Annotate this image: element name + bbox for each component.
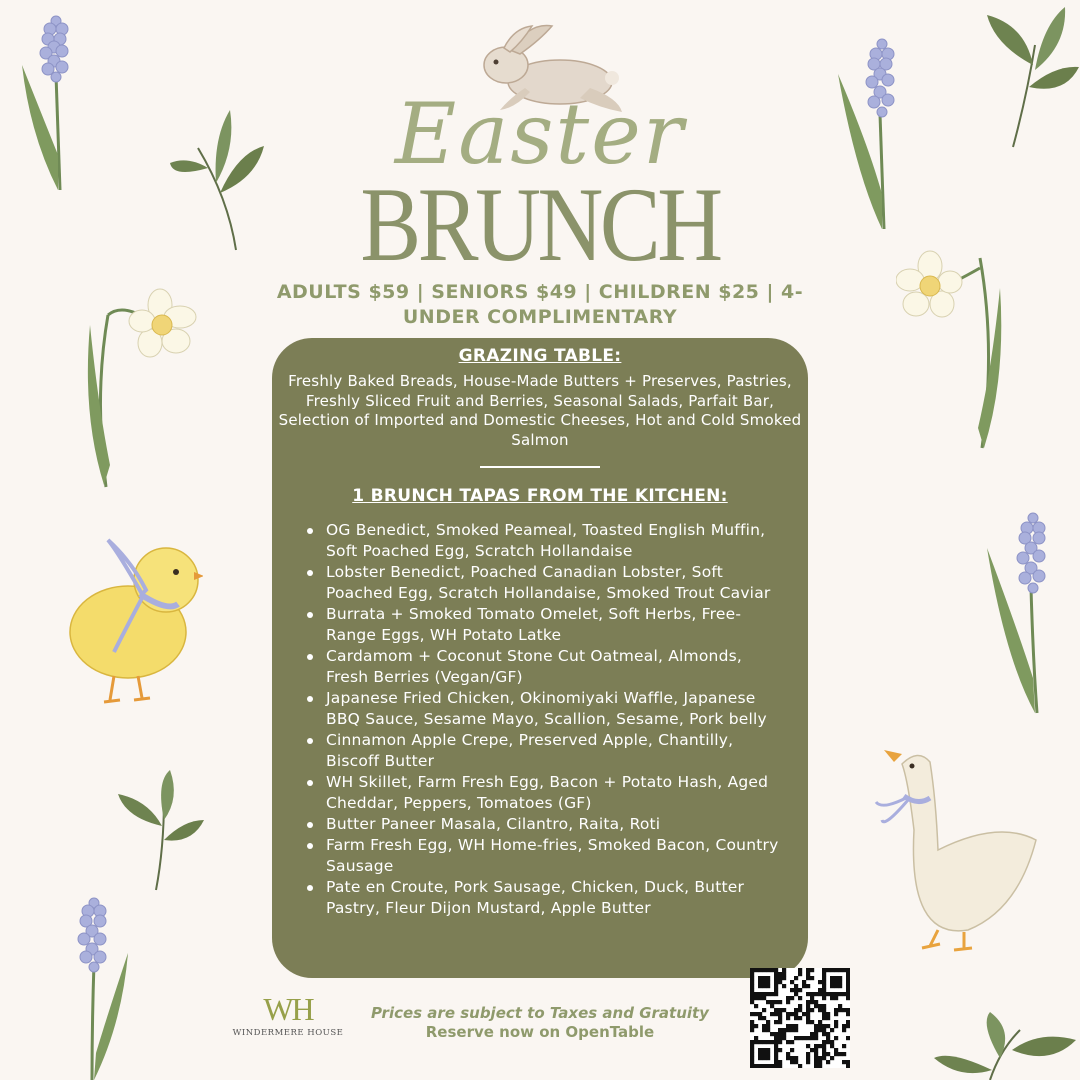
logo-mark: WH (263, 991, 313, 1027)
list-item: OG Benedict, Smoked Peameal, Toasted English Muffin, Soft Poached Egg, Scratch Hollandaise (305, 520, 788, 562)
easter-script-title: Easter (394, 85, 686, 183)
qr-code-icon[interactable] (750, 968, 850, 1068)
tax-note: Prices are subject to Taxes and Gratuity (371, 1004, 709, 1022)
pricing-line: ADULTS $59 | SENIORS $49 | CHILDREN $25 | 4-UNDER COMPLIMENTARY (276, 281, 804, 328)
brunch-title: BRUNCH (360, 166, 720, 283)
daffodil-icon (896, 248, 1011, 453)
list-item: Lobster Benedict, Poached Canadian Lobster, Soft Poached Egg, Scratch Hollandaise, Smoked Trout Caviar (305, 562, 788, 604)
reserve-link[interactable]: Reserve now on OpenTable (425, 1023, 655, 1041)
windermere-logo (218, 992, 358, 1040)
list-item: Burrata + Smoked Tomato Omelet, Soft Herbs, Free-Range Eggs, WH Potato Latke (305, 604, 788, 646)
chick-icon (58, 532, 203, 712)
leaf-sprig-icon (116, 768, 206, 893)
leaf-sprig-icon (930, 1010, 1080, 1080)
tapas-list (305, 520, 788, 919)
menu-card (272, 338, 808, 978)
list-item: Farm Fresh Egg, WH Home-fries, Smoked Bacon, Country Sausage (305, 835, 788, 877)
grazing-table-description: Freshly Baked Breads, House-Made Butters + Preserves, Pastries, Freshly Sliced Fruit and Berries, Seasonal Salads, Parfait Bar, Selection of Imported and Domestic Cheeses, Hot and Cold Smoked Salmon (278, 372, 802, 449)
hyacinth-icon (62, 893, 132, 1080)
footer-note (340, 1004, 740, 1042)
list-item: Butter Paneer Masala, Cilantro, Raita, Roti (305, 814, 788, 835)
list-item: Cinnamon Apple Crepe, Preserved Apple, Chantilly, Biscoff Butter (305, 730, 788, 772)
daffodil-icon (80, 285, 200, 490)
hyacinth-icon (985, 508, 1060, 718)
logo-name: WINDERMERE HOUSE (232, 1028, 344, 1038)
grazing-table-heading: GRAZING TABLE: (458, 346, 622, 366)
list-item: Pate en Croute, Pork Sausage, Chicken, Duck, Butter Pastry, Fleur Dijon Mustard, Apple Butter (305, 877, 788, 919)
list-item: Cardamom + Coconut Stone Cut Oatmeal, Almonds, Fresh Berries (Vegan/GF) (305, 646, 788, 688)
section-divider (480, 466, 600, 468)
duck-icon (868, 740, 1043, 955)
tapas-heading: 1 BRUNCH TAPAS FROM THE KITCHEN: (352, 486, 728, 506)
list-item: WH Skillet, Farm Fresh Egg, Bacon + Potato Hash, Aged Cheddar, Peppers, Tomatoes (GF) (305, 772, 788, 814)
list-item: Japanese Fried Chicken, Okinomiyaki Waffle, Japanese BBQ Sauce, Sesame Mayo, Scallion, Sesame, Pork belly (305, 688, 788, 730)
